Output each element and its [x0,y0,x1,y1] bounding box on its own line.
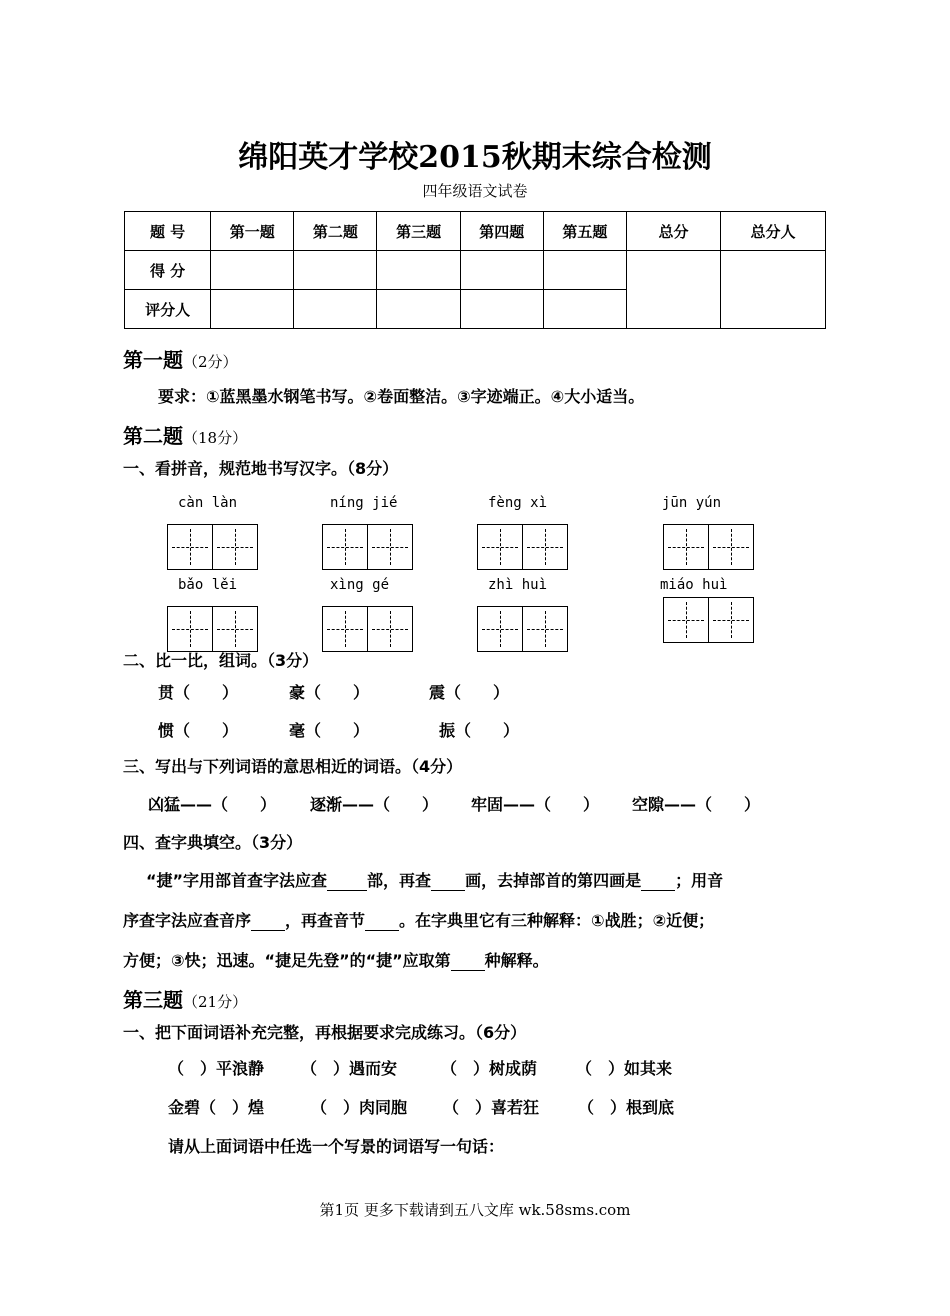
writing-instruction: 请从上面词语中任选一个写景的词语写一句话： [168,1137,505,1156]
section-1-requirement: 要求：①蓝黑墨水钢笔书写。②卷面整洁。③字迹端正。④大小适当。 [158,387,645,406]
compare-item: 毫（ ） [289,721,370,740]
question-3-1: 一、把下面词语补充完整，再根据要求完成练习。（6分） [123,1023,527,1042]
table-header-cell: 总分人 [721,212,826,251]
score-cell[interactable] [543,251,626,290]
score-cell[interactable] [460,251,543,290]
question-2-4: 四、查字典填空。（3分） [123,833,303,852]
compare-item: 震（ ） [429,683,510,702]
writing-grid[interactable] [167,524,256,570]
synonym-item: 牢固——（ ） [471,795,600,814]
compare-item: 豪（ ） [289,683,370,702]
table-header-cell: 第五题 [543,212,626,251]
answer-blank[interactable] [365,911,399,931]
section-3-heading: 第三题（21分） [123,988,248,1012]
table-header-cell: 题 号 [125,212,211,251]
synonym-item: 凶猛——（ ） [148,795,277,814]
idiom-item: （ ）喜若狂 [443,1098,540,1117]
score-cell[interactable] [211,251,294,290]
compare-item: 贯（ ） [158,683,239,702]
table-row [125,212,826,251]
score-table [124,211,826,329]
writing-grid[interactable] [477,524,566,570]
grader-cell[interactable] [211,290,294,329]
synonym-item: 逐渐——（ ） [310,795,439,814]
table-row-label: 得 分 [125,251,211,290]
table-row-label: 评分人 [125,290,211,329]
grader-cell[interactable] [460,290,543,329]
section-2-heading: 第二题（18分） [123,424,248,448]
idiom-item: 金碧（ ）煌 [168,1098,265,1117]
answer-blank[interactable] [251,911,285,931]
writing-grid[interactable] [167,606,256,652]
question-2-3: 三、写出与下列词语的意思相近的词语。（4分） [123,757,463,776]
answer-blank[interactable] [641,871,675,891]
writing-grid[interactable] [663,524,752,570]
table-header-cell: 总分 [627,212,721,251]
dictionary-paragraph: 方便；③快；迅速。“捷足先登”的“捷”应取第 种解释。 [123,951,549,970]
pinyin-label: níng jié [330,495,398,511]
pinyin-label: zhì huì [488,577,548,593]
question-2-2: 二、比一比，组词。（3分） [123,651,319,670]
score-cell[interactable] [377,251,460,290]
answer-blank[interactable] [327,871,367,891]
writing-grid[interactable] [322,524,411,570]
pinyin-label: miáo huì [660,577,728,593]
dictionary-paragraph: “捷”字用部首查字法应查 部，再查 画，去掉部首的第四画是 ；用音 [146,871,724,890]
table-header-cell: 第三题 [377,212,460,251]
table-row [125,251,826,290]
table-header-cell: 第四题 [460,212,543,251]
dictionary-paragraph: 序查字法应查音序 ，再查音节 。在字典里它有三种解释：①战胜；②近便； [123,911,715,930]
grader-cell[interactable] [294,290,377,329]
compare-item: 振（ ） [439,721,520,740]
pinyin-label: bǎo lěi [178,577,238,593]
pinyin-label: càn làn [178,495,238,511]
compare-item: 惯（ ） [158,721,239,740]
table-header-cell: 第一题 [211,212,294,251]
writing-grid[interactable] [322,606,411,652]
synonym-item: 空隙——（ ） [632,795,761,814]
idiom-item: （ ）肉同胞 [311,1098,408,1117]
pinyin-label: jūn yún [662,495,722,511]
table-header-cell: 第二题 [294,212,377,251]
idiom-item: （ ）平浪静 [168,1059,265,1078]
idiom-item: （ ）如其来 [576,1059,673,1078]
grader-cell[interactable] [543,290,626,329]
page-footer: 第1页 更多下载请到五八文库 wk.58sms.com [319,1201,631,1219]
question-2-1: 一、看拼音，规范地书写汉字。（8分） [123,459,399,478]
pinyin-label: fèng xì [488,495,548,511]
idiom-item: （ ）树成荫 [441,1059,538,1078]
idiom-item: （ ）根到底 [578,1098,675,1117]
grader-cell[interactable] [377,290,460,329]
section-1-heading: 第一题（2分） [123,348,238,372]
answer-blank[interactable] [451,951,485,971]
score-cell[interactable] [294,251,377,290]
writing-grid[interactable] [477,606,566,652]
total-score-cell[interactable] [627,251,721,329]
page-subtitle: 四年级语文试卷 [422,182,528,200]
page-title: 绵阳英才学校2015秋期末综合检测 [238,140,712,175]
idiom-item: （ ）遇而安 [301,1059,398,1078]
answer-blank[interactable] [431,871,465,891]
writing-grid[interactable] [663,597,752,643]
total-grader-cell[interactable] [721,251,826,329]
pinyin-label: xìng gé [330,577,390,593]
